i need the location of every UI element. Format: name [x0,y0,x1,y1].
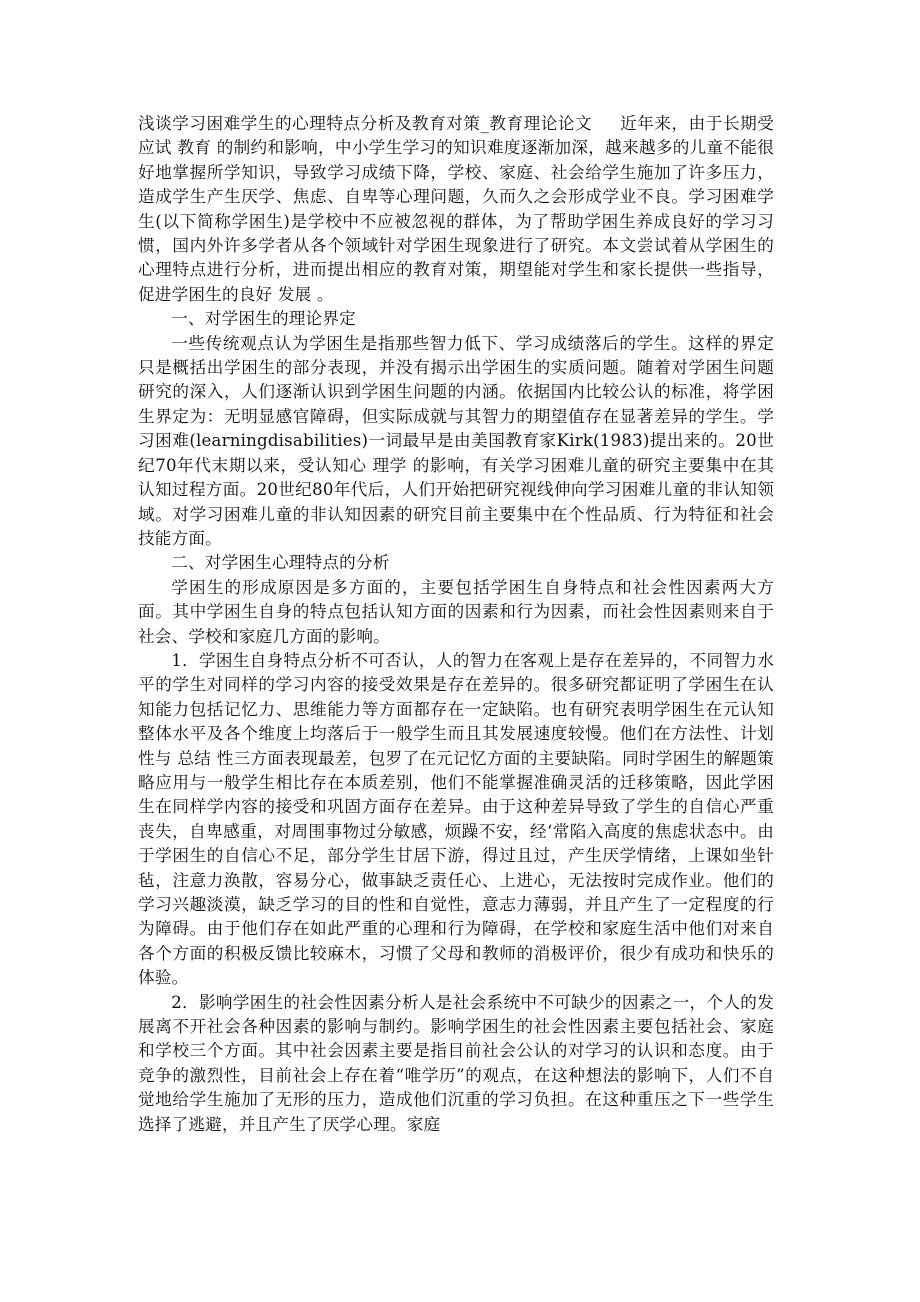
section-paragraph-1: 一些传统观点认为学困生是指那些智力低下、学习成绩落后的学生。这样的界定只是概括出学困生的部分表现，并没有揭示出学困生的实质问题。随着对学困生问题研究的深入，人们逐渐认识到学困生问题的内涵。依据国内比较公认的标准，将学困生界定为：无明显感官障碍，但实际成就与其智力的期望值存在显著差异的学生。学习困难(learningdisabilities)一词最早是由美国教育家Kirk(1983)提出来的。20世纪70年代末期以来，受认知心 理学 的影响，有关学习困难儿童的研究主要集中在其认知过程方面。20世纪80年代后，人们开始把研究视线伸向学习困难儿童的非认知领域。对学习困难儿童的非认知因素的研究目前主要集中在个性品质、行为特征和社会技能方面。 [138,333,774,548]
section-paragraph-2: 学困生的形成原因是多方面的，主要包括学困生自身特点和社会性因素两大方面。其中学困生自身的特点包括认知方面的因素和行为因素，而社会性因素则来自于社会、学校和家庭几方面的影响。 [138,577,774,646]
intro-text: 近年来，由于长期受应试 教育 的制约和影响，中小学生学习的知识难度逐渐加深，越来越多的儿童不能很好地掌握所学知识，导致学习成绩下降，学校、家庭、社会给学生施加了许多压力，造成学生产生厌学、焦虑、自卑等心理问题，久而久之会形成学业不良。学习困难学生(以下简称学困生)是学校中不应被忽视的群体，为了帮助学困生养成良好的学习习惯，国内外许多学者从各个领域针对学困生现象进行了研究。本文尝试着从学困生的心理特点进行分析，进而提出相应的教育对策，期望能对学生和家长提供一些指导，促进学困生的良好 发展 。 [138,114,774,304]
point-paragraph-1: 1．学困生自身特点分析不可否认，人的智力在客观上是存在差异的，不同智力水平的学生对同样的学习内容的接受效果是存在差异的。很多研究都证明了学困生在认知能力包括记忆力、思维能力等方面都存在一定缺陷。也有研究表明学困生在元认知整体水平及各个维度上均落后于一般学生而且其发展速度较慢。他们在方法性、计划性与 总结 性三方面表现最差，包罗了在元记忆方面的主要缺陷。同时学困生的解题策略应用与一般学生相比存在本质差别，他们不能掌握准确灵活的迁移策略，因此学困生在同样学内容的接受和巩固方面存在差异。由于这种差异导致了学生的自信心严重丧失，自卑感重，对周围事物过分敏感，烦躁不安，经‘常陷入高度的焦虑状态中。由于学困生的自信心不足，部分学生甘居下游，得过且过，产生厌学情绪，上课如坐针毡，注意力涣散，容易分心，做事缺乏责任心、上进心，无法按时完成作业。他们的学习兴趣淡漠，缺乏学习的目的性和自觉性，意志力薄弱，并且产生了一定程度的行为障碍。由于他们存在如此严重的心理和行为障碍，在学校和家庭生活中他们对来自各个方面的积极反馈比较麻木，习惯了父母和教师的消极评价，很少有成功和快乐的体验。 [138,650,774,988]
title-paragraph [138,112,774,307]
point-paragraph-2: 2．影响学困生的社会性因素分析人是社会系统中不可缺少的因素之一，个人的发展离不开社会各种因素的影响与制约。影响学困生的社会性因素主要包括社会、家庭和学校三个方面。其中社会因素主要是指目前社会公认的对学习的认识和态度。由于竞争的激烈性，目前社会上存在着“唯学历”的观点，在这种想法的影响下，人们不自觉地给学生施加了无形的压力，造成他们沉重的学习负担。在这种重压之下一些学生选择了逃避，并且产生了厌学心理。家庭 [138,992,774,1134]
section-heading-2: 二、对学困生心理特点的分析 [171,553,390,573]
article-title: 浅谈学习困难学生的心理特点分析及教育对策_教育理论论文 [138,114,593,133]
article-body [138,112,774,1137]
section-heading-1: 一、对学困生的理论界定 [171,309,356,329]
